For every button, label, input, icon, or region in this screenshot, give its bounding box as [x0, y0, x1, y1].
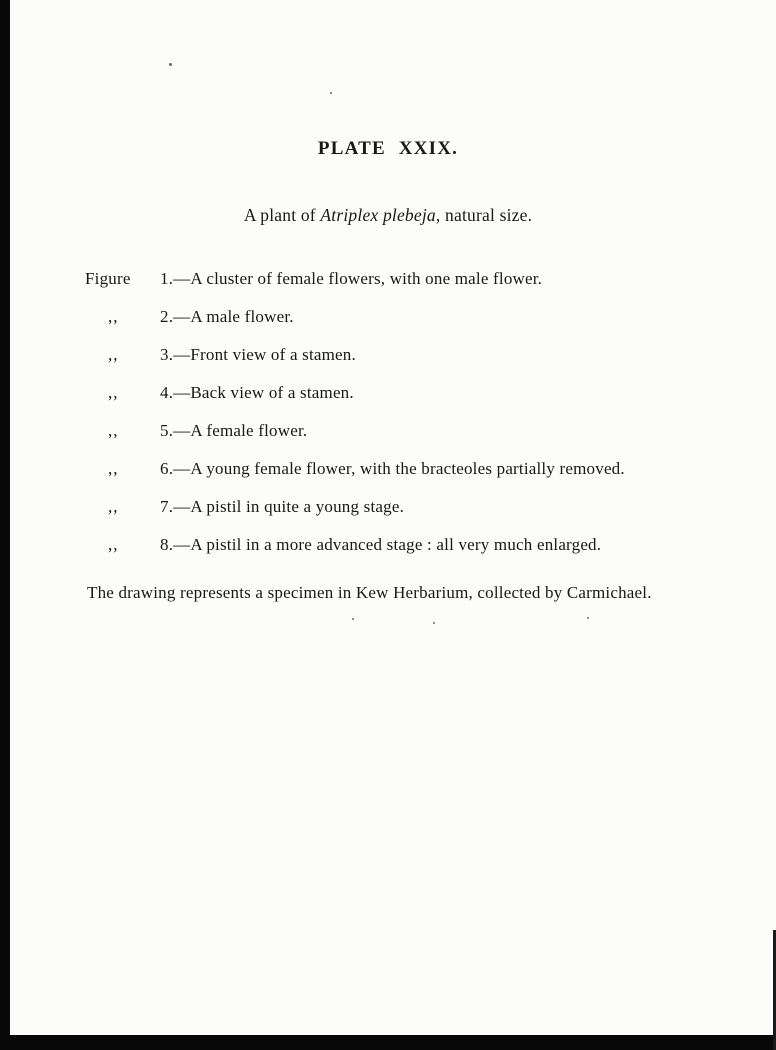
scan-speck [587, 617, 589, 619]
ditto-mark: ,, [108, 307, 119, 326]
figure-caption-row [85, 420, 776, 442]
figure-caption-text: 8.—A pistil in a more advanced stage : all very much enlarged. [160, 535, 602, 554]
figure-caption-text: 5.—A female flower. [160, 421, 308, 440]
figure-caption-row [85, 268, 776, 290]
figure-caption-text: 3.—Front view of a stamen. [160, 345, 356, 364]
figure-label: Figure [85, 269, 131, 288]
figure-caption-row [85, 344, 776, 366]
ditto-mark: ,, [108, 383, 119, 402]
ditto-mark: ,, [108, 497, 119, 516]
ditto-mark: ,, [108, 345, 119, 364]
plate-subtitle [0, 204, 776, 226]
figure-caption-text: 2.—A male flower. [160, 307, 294, 326]
figure-caption-text: 1.—A cluster of female flowers, with one male flower. [160, 269, 543, 288]
subtitle-text-before: A plant of [243, 205, 321, 225]
figure-caption-row [85, 306, 776, 328]
scan-speck [352, 618, 354, 620]
figure-caption-text: 4.—Back view of a stamen. [160, 383, 354, 402]
figure-caption-row [85, 534, 776, 556]
subtitle-text-after: , natural size. [435, 205, 533, 225]
ditto-mark: ,, [108, 459, 119, 478]
ditto-mark: ,, [108, 535, 119, 554]
figure-caption-row [85, 458, 776, 480]
scan-bottom-edge-bar [0, 1035, 776, 1050]
ditto-mark: ,, [108, 421, 119, 440]
figure-caption-row [85, 382, 776, 404]
subtitle-species-name: Atriplex plebeja [320, 205, 436, 225]
plate-title: PLATE XXIX. [317, 138, 459, 159]
figure-caption-list [0, 268, 776, 556]
figure-caption-row [85, 496, 776, 518]
scan-speck [433, 622, 435, 624]
provenance-note: The drawing represents a specimen in Kew Herbarium, collected by Carmichael. [87, 583, 652, 602]
figure-caption-text: 7.—A pistil in quite a young stage. [160, 497, 405, 516]
figure-caption-text: 6.—A young female flower, with the bracteoles partially removed. [160, 459, 625, 478]
